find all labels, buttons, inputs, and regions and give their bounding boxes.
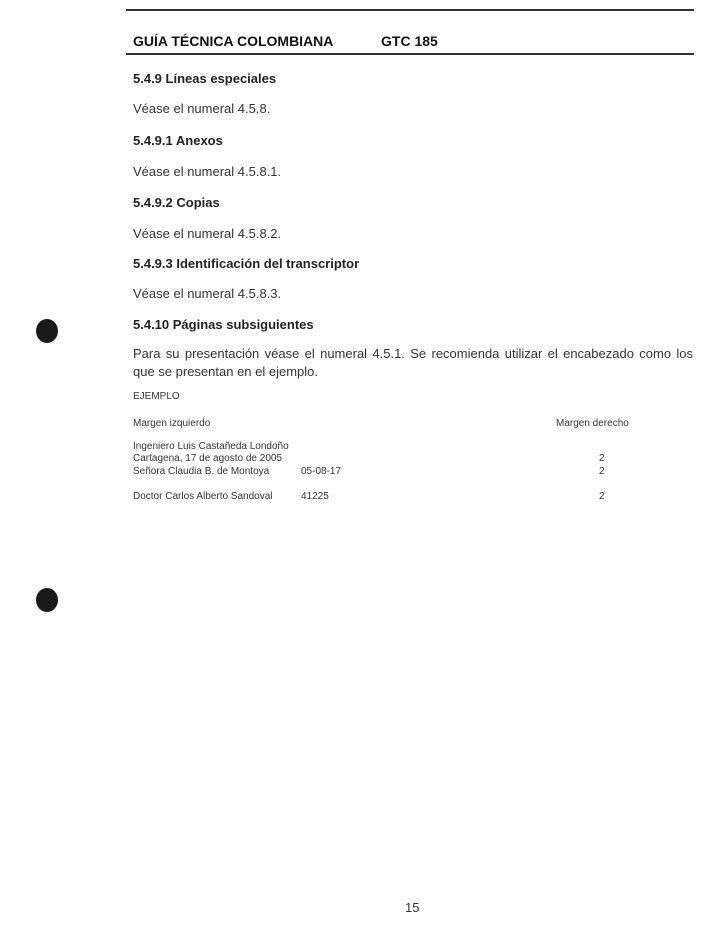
right-margin-label: Margen derecho [556, 418, 629, 429]
heading-5-4-9-1: 5.4.9.1 Anexos [133, 133, 223, 148]
heading-5-4-9-3: 5.4.9.3 Identificación del transcriptor [133, 256, 360, 271]
example-code: 05-08-17 [301, 466, 342, 477]
heading-5-4-10: 5.4.10 Páginas subsiguientes [133, 317, 314, 332]
page-number: 15 [405, 900, 420, 915]
example-page-number: 2 [599, 453, 605, 464]
example-line: Cartagena, 17 de agosto de 2005 [133, 453, 283, 464]
example-code: 41225 [301, 491, 329, 502]
text-5-4-9-1: Véase el numeral 4.5.8.1. [133, 164, 282, 179]
punch-hole [36, 319, 58, 343]
punch-hole [36, 588, 58, 612]
document-title: GUÍA TÉCNICA COLOMBIANA [133, 33, 334, 49]
text-5-4-9-3: Véase el numeral 4.5.8.3. [133, 286, 282, 301]
document-code: GTC 185 [381, 33, 438, 49]
example-line: Doctor Carlos Alberto Sandoval [133, 491, 273, 502]
example-line: Ingeniero Luis Castañeda Londoño [133, 441, 289, 452]
text-5-4-9-2: Véase el numeral 4.5.8.2. [133, 226, 282, 241]
header-bottom-rule [126, 53, 694, 55]
heading-5-4-9: 5.4.9 Líneas especiales [133, 71, 277, 86]
example-page-number: 2 [599, 466, 605, 477]
example-label: EJEMPLO [133, 391, 180, 402]
header-top-rule [126, 9, 694, 11]
left-margin-label: Margen izquierdo [133, 418, 211, 429]
example-line: Señora Claudia B. de Montoya [133, 466, 270, 477]
heading-5-4-9-2: 5.4.9.2 Copias [133, 195, 220, 210]
example-page-number: 2 [599, 491, 605, 502]
text-5-4-10: Para su presentación véase el numeral 4.5.1. Se recomienda utilizar el encabezado como los que se presentan en el ejemplo. [133, 346, 693, 379]
text-5-4-9: Véase el numeral 4.5.8. [133, 101, 271, 116]
